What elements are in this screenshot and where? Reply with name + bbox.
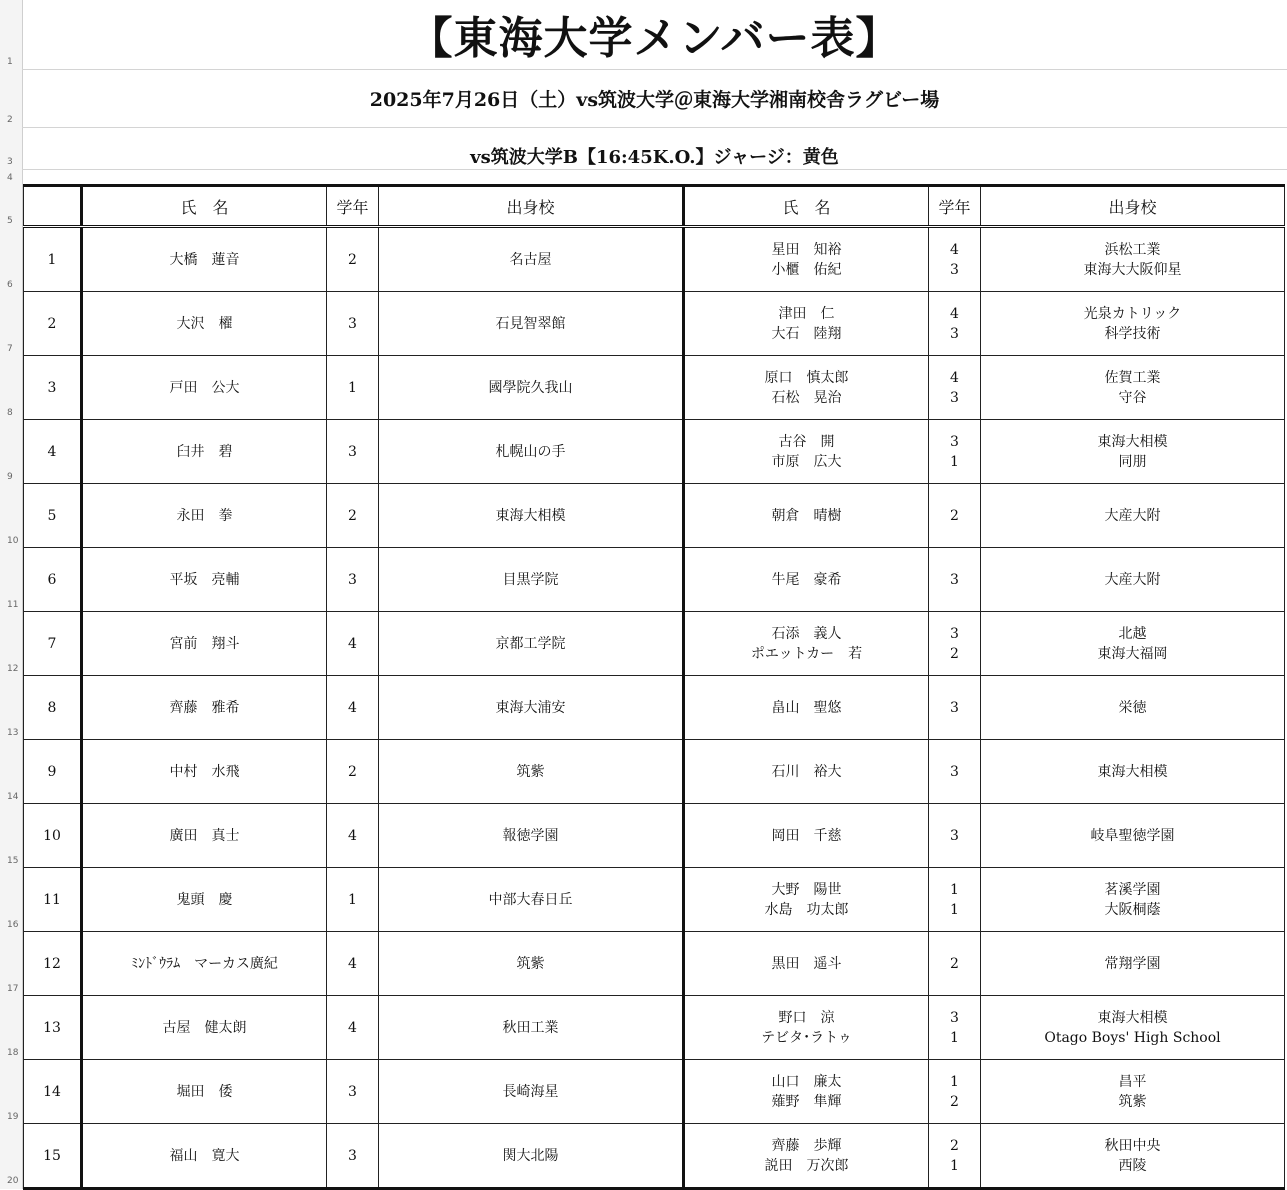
sub-player-name-line: 薙野 隼輝 — [771, 1093, 842, 1110]
sub-player-school-line: 秋田中央 — [1104, 1137, 1161, 1154]
sub-player-school-line: 大阪桐蔭 — [1104, 901, 1161, 918]
player-name: 鬼頭 慶 — [82, 868, 327, 932]
table-row — [24, 227, 1285, 292]
member-table — [23, 184, 1285, 1190]
sub-player-name — [684, 740, 929, 804]
sub-player-school-line: 北越 — [1118, 625, 1147, 642]
sub-player-school-line: 浜松工業 — [1104, 241, 1161, 258]
sub-player-grade — [929, 804, 981, 868]
player-grade: 4 — [327, 676, 379, 740]
player-grade: 1 — [327, 868, 379, 932]
player-grade: 2 — [327, 227, 379, 292]
player-school: 秋田工業 — [379, 996, 684, 1060]
sub-player-school-line: 同朋 — [1118, 453, 1147, 470]
player-school: 石見智翠館 — [379, 292, 684, 356]
header-name: 氏 名 — [82, 186, 327, 227]
player-grade: 2 — [327, 484, 379, 548]
row-number: 3 — [7, 157, 13, 167]
sub-player-grade-line: 3 — [950, 261, 959, 278]
sub-player-school — [981, 868, 1285, 932]
row-number: 19 — [7, 1112, 19, 1122]
sub-player-grade-line: 2 — [950, 507, 959, 524]
sub-player-grade — [929, 1060, 981, 1124]
sub-player-school — [981, 1124, 1285, 1189]
player-name: ﾐﾝﾄﾞｳﾗﾑ マーカス廣紀 — [82, 932, 327, 996]
row-number: 15 — [7, 856, 19, 866]
sub-player-grade-line: 2 — [950, 1093, 959, 1110]
sub-player-name — [684, 1060, 929, 1124]
sub-player-grade-line: 1 — [950, 1073, 959, 1090]
player-grade: 3 — [327, 548, 379, 612]
player-school: 筑紫 — [379, 740, 684, 804]
sub-player-name-line: 齊藤 歩輝 — [771, 1137, 842, 1154]
player-name: 福山 寛大 — [82, 1124, 327, 1189]
player-number: 6 — [24, 548, 82, 612]
sub-player-grade-line: 2 — [950, 1137, 959, 1154]
row-number: 9 — [7, 472, 13, 482]
sub-player-school — [981, 484, 1285, 548]
sub-player-grade-line: 1 — [950, 453, 959, 470]
sub-player-grade — [929, 548, 981, 612]
sub-player-grade-line: 3 — [950, 433, 959, 450]
sub-player-grade-line: 3 — [950, 325, 959, 342]
sub-player-grade-line: 3 — [950, 699, 959, 716]
player-number: 12 — [24, 932, 82, 996]
player-number: 7 — [24, 612, 82, 676]
sub-player-name-line: 星田 知裕 — [771, 241, 842, 258]
sub-player-name — [684, 804, 929, 868]
header-sub-grade: 学年 — [929, 186, 981, 227]
table-row — [24, 804, 1285, 868]
sub-player-grade — [929, 612, 981, 676]
sub-player-school-line: 東海大相模 — [1097, 1009, 1168, 1026]
row-number: 13 — [7, 728, 19, 738]
sub-player-grade-line: 3 — [950, 389, 959, 406]
player-name: 中村 水飛 — [82, 740, 327, 804]
sub-player-school-line: 昌平 — [1118, 1073, 1147, 1090]
sub-player-school-line: 守谷 — [1118, 389, 1147, 406]
sub-player-grade-line: 3 — [950, 1009, 959, 1026]
table-row — [24, 292, 1285, 356]
sub-player-school-line: 常翔学園 — [1104, 955, 1161, 972]
row-number: 5 — [7, 216, 13, 226]
table-row — [24, 356, 1285, 420]
row-number: 1 — [7, 57, 13, 67]
sub-player-school-line: 大産大附 — [1104, 571, 1161, 588]
row-number-gutter — [0, 0, 23, 1189]
sub-player-name — [684, 292, 929, 356]
sub-player-school — [981, 356, 1285, 420]
player-name: 宮前 翔斗 — [82, 612, 327, 676]
sub-player-name — [684, 612, 929, 676]
header-school: 出身校 — [379, 186, 684, 227]
row-number: 20 — [7, 1176, 19, 1186]
sub-player-name-line: 市原 広大 — [771, 453, 842, 470]
player-school: 関大北陽 — [379, 1124, 684, 1189]
sub-player-name — [684, 227, 929, 292]
sub-player-name-line: 岡田 千慈 — [771, 827, 842, 844]
sub-player-school — [981, 612, 1285, 676]
row-number: 11 — [7, 600, 19, 610]
player-name: 古屋 健太朗 — [82, 996, 327, 1060]
table-row — [24, 996, 1285, 1060]
sub-player-name-line: テビタ･ラトゥ — [761, 1029, 852, 1046]
player-number: 13 — [24, 996, 82, 1060]
sub-player-name-line: 畠山 聖悠 — [771, 699, 842, 716]
table-row — [24, 932, 1285, 996]
sub-player-grade-line: 3 — [950, 763, 959, 780]
table-row — [24, 420, 1285, 484]
sub-player-name-line: 石添 義人 — [771, 625, 842, 642]
table-row — [24, 1124, 1285, 1189]
player-grade: 4 — [327, 804, 379, 868]
sub-player-name — [684, 420, 929, 484]
sub-player-school-line: 西陵 — [1118, 1157, 1147, 1174]
row-number: 18 — [7, 1048, 19, 1058]
sub-player-school — [981, 420, 1285, 484]
sub-player-grade — [929, 1124, 981, 1189]
player-grade: 3 — [327, 1060, 379, 1124]
sub-player-grade — [929, 740, 981, 804]
player-school: 筑紫 — [379, 932, 684, 996]
table-row — [24, 868, 1285, 932]
sub-player-school-line: Otago Boys' High School — [1044, 1029, 1221, 1046]
sub-player-name-line: ポエットカー 若 — [750, 645, 863, 662]
row-number: 6 — [7, 280, 13, 290]
sub-player-name-line: 原口 慎太郎 — [764, 369, 849, 386]
sub-player-name — [684, 932, 929, 996]
sub-player-grade — [929, 356, 981, 420]
sub-player-school-line: 光泉カトリック — [1083, 305, 1182, 322]
sub-player-grade-line: 3 — [950, 827, 959, 844]
player-grade: 3 — [327, 420, 379, 484]
sub-player-name-line: 説田 万次郎 — [764, 1157, 849, 1174]
sub-player-school-line: 栄徳 — [1118, 699, 1147, 716]
sub-player-grade-line: 1 — [950, 1029, 959, 1046]
row-number: 17 — [7, 984, 19, 994]
sub-player-grade — [929, 292, 981, 356]
sub-player-school-line: 大産大附 — [1104, 507, 1161, 524]
sub-player-school-line: 岐阜聖徳学園 — [1090, 827, 1175, 844]
player-number: 11 — [24, 868, 82, 932]
player-grade: 3 — [327, 1124, 379, 1189]
table-row — [24, 1060, 1285, 1124]
table-row — [24, 612, 1285, 676]
sub-player-grade — [929, 932, 981, 996]
player-grade: 4 — [327, 996, 379, 1060]
row-number: 14 — [7, 792, 19, 802]
sub-player-school-line: 東海大大阪仰星 — [1083, 261, 1182, 278]
table-row — [24, 484, 1285, 548]
row-number: 4 — [7, 173, 13, 183]
sub-player-grade — [929, 868, 981, 932]
sub-player-name — [684, 356, 929, 420]
sub-player-grade-line: 3 — [950, 571, 959, 588]
sub-player-name-line: 石川 裕大 — [771, 763, 842, 780]
player-school: 札幌山の手 — [379, 420, 684, 484]
row-number: 10 — [7, 536, 19, 546]
row-number: 16 — [7, 920, 19, 930]
sub-player-school — [981, 548, 1285, 612]
sub-player-school — [981, 227, 1285, 292]
player-number: 4 — [24, 420, 82, 484]
sub-player-school-line: 茗溪学園 — [1104, 881, 1161, 898]
sub-player-grade-line: 1 — [950, 881, 959, 898]
player-grade: 3 — [327, 292, 379, 356]
header-sub-school: 出身校 — [981, 186, 1285, 227]
player-number: 10 — [24, 804, 82, 868]
header-number — [24, 186, 82, 227]
table-row — [24, 740, 1285, 804]
player-school: 東海大浦安 — [379, 676, 684, 740]
player-school: 長崎海星 — [379, 1060, 684, 1124]
sub-player-name — [684, 676, 929, 740]
player-school: 目黒学院 — [379, 548, 684, 612]
sub-player-grade — [929, 420, 981, 484]
sub-player-school — [981, 292, 1285, 356]
sub-player-name-line: 石松 晃治 — [771, 389, 842, 406]
sub-player-name-line: 水島 功太郎 — [764, 901, 849, 918]
sub-player-name — [684, 996, 929, 1060]
page-title: 【東海大学メンバー表】 — [408, 13, 901, 64]
table-header-row — [24, 186, 1285, 227]
sub-player-school — [981, 804, 1285, 868]
sub-player-grade-line: 2 — [950, 955, 959, 972]
sub-player-school — [981, 932, 1285, 996]
cell-gridline — [22, 127, 1287, 128]
player-name: 堀田 倭 — [82, 1060, 327, 1124]
player-school: 京都工学院 — [379, 612, 684, 676]
sub-player-school-line: 東海大福岡 — [1097, 645, 1168, 662]
sub-player-school — [981, 1060, 1285, 1124]
player-number: 14 — [24, 1060, 82, 1124]
player-grade: 4 — [327, 932, 379, 996]
sub-player-grade-line: 4 — [950, 241, 959, 258]
player-school: 報徳学園 — [379, 804, 684, 868]
sub-player-grade-line: 4 — [950, 305, 959, 322]
row-number: 8 — [7, 408, 13, 418]
sub-player-name-line: 古谷 開 — [778, 433, 835, 450]
sub-player-name-line: 朝倉 晴樹 — [771, 507, 842, 524]
sub-player-grade-line: 4 — [950, 369, 959, 386]
sub-player-name — [684, 1124, 929, 1189]
sub-player-school-line: 筑紫 — [1118, 1093, 1147, 1110]
sub-player-name-line: 大野 陽世 — [771, 881, 842, 898]
player-grade: 4 — [327, 612, 379, 676]
sub-player-school — [981, 676, 1285, 740]
sub-player-name — [684, 484, 929, 548]
player-number: 2 — [24, 292, 82, 356]
sub-player-school-line: 科学技術 — [1104, 325, 1161, 342]
sub-player-school-line: 東海大相模 — [1097, 433, 1168, 450]
sub-player-school-line: 佐賀工業 — [1104, 369, 1161, 386]
sub-player-name-line: 牛尾 豪希 — [771, 571, 842, 588]
player-number: 5 — [24, 484, 82, 548]
sub-player-school — [981, 996, 1285, 1060]
sub-player-grade — [929, 484, 981, 548]
sub-player-grade — [929, 996, 981, 1060]
header-sub-name: 氏 名 — [684, 186, 929, 227]
player-number: 1 — [24, 227, 82, 292]
sub-player-name-line: 野口 涼 — [778, 1009, 835, 1026]
player-school: 東海大相模 — [379, 484, 684, 548]
sub-player-grade-line: 1 — [950, 1157, 959, 1174]
sub-player-school-line: 東海大相模 — [1097, 763, 1168, 780]
sub-player-name-line: 大石 陸翔 — [771, 325, 842, 342]
sub-player-grade — [929, 227, 981, 292]
player-name: 大沢 櫂 — [82, 292, 327, 356]
table-row — [24, 676, 1285, 740]
sub-player-grade-line: 2 — [950, 645, 959, 662]
match-info-title: 2025年7月26日（土）vs筑波大学＠東海大学湘南校舎ラグビー場 — [369, 88, 940, 111]
player-number: 15 — [24, 1124, 82, 1189]
row-number: 7 — [7, 344, 13, 354]
player-name: 臼井 碧 — [82, 420, 327, 484]
sub-player-school — [981, 740, 1285, 804]
sub-player-grade — [929, 676, 981, 740]
sub-player-name-line: 黒田 遥斗 — [771, 955, 842, 972]
player-grade: 1 — [327, 356, 379, 420]
sub-player-grade-line: 1 — [950, 901, 959, 918]
player-name: 平坂 亮輔 — [82, 548, 327, 612]
player-number: 9 — [24, 740, 82, 804]
player-number: 8 — [24, 676, 82, 740]
row-number: 12 — [7, 664, 19, 674]
header-grade: 学年 — [327, 186, 379, 227]
sub-player-name-line: 津田 仁 — [778, 305, 835, 322]
player-grade: 2 — [327, 740, 379, 804]
sub-player-name — [684, 548, 929, 612]
player-school: 中部大春日丘 — [379, 868, 684, 932]
table-row — [24, 548, 1285, 612]
row-number: 2 — [7, 115, 13, 125]
player-name: 戸田 公大 — [82, 356, 327, 420]
sub-player-name-line: 小櫃 佑紀 — [771, 261, 842, 278]
player-number: 3 — [24, 356, 82, 420]
player-school: 國學院久我山 — [379, 356, 684, 420]
sub-player-name-line: 山口 廉太 — [771, 1073, 842, 1090]
player-name: 廣田 真士 — [82, 804, 327, 868]
player-school: 名古屋 — [379, 227, 684, 292]
player-name: 永田 拳 — [82, 484, 327, 548]
match-jersey-title: vs筑波大学B【16:45K.O.】ジャージ：黄色 — [470, 147, 839, 168]
sub-player-grade-line: 3 — [950, 625, 959, 642]
sub-player-name — [684, 868, 929, 932]
player-name: 齊藤 雅希 — [82, 676, 327, 740]
player-name: 大橋 蓮音 — [82, 227, 327, 292]
